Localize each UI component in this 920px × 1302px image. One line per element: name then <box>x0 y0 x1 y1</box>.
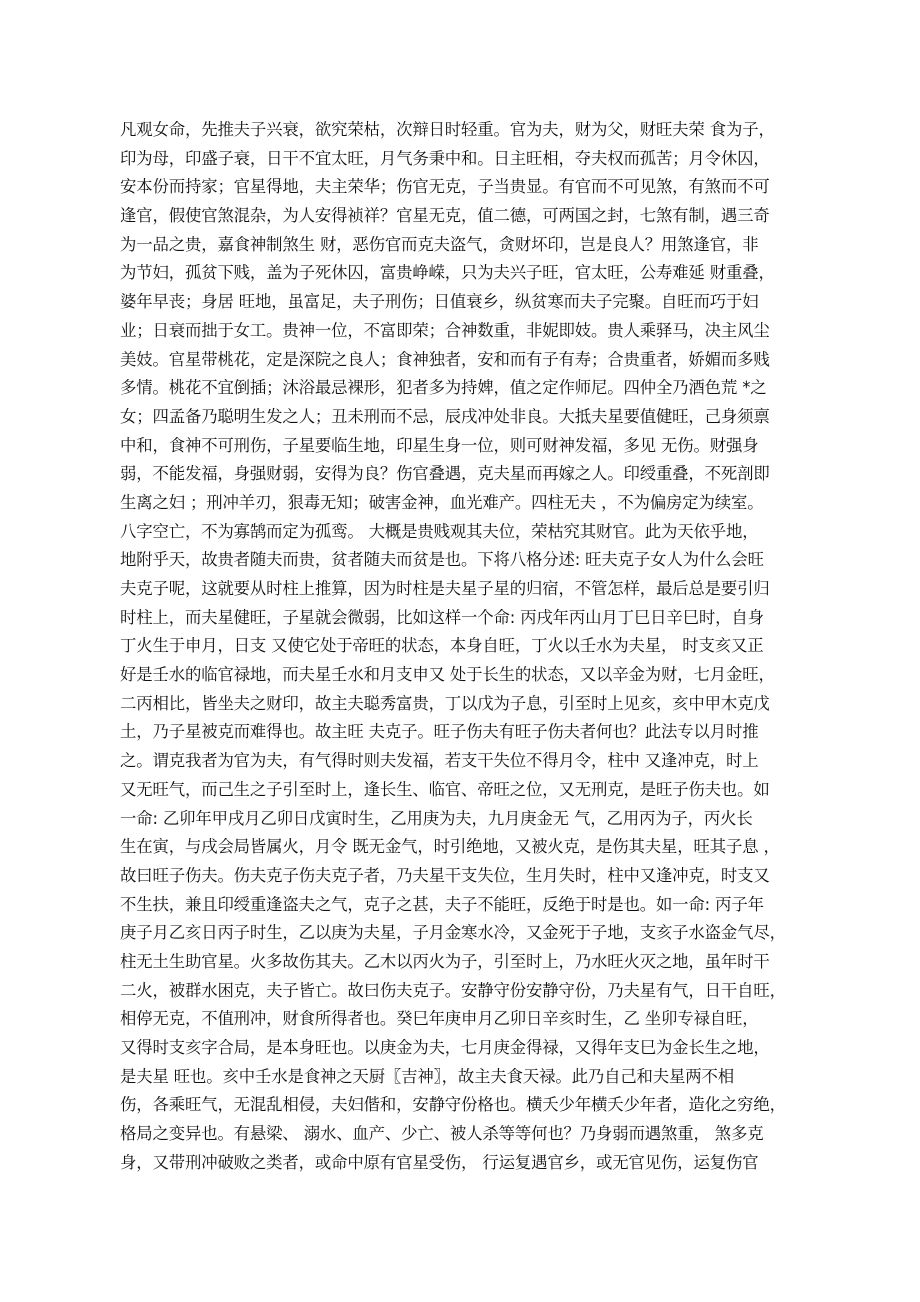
text-line: 格局之变异也。有悬梁、 溺水、血产、少亡、被人杀等等何也？乃身弱而遇煞重， 煞多克 <box>120 1124 764 1144</box>
text-line: 二火，被群水困克，夫子皆亡。故曰伤夫克子。安静守份安静守份，乃夫星有气，日干自旺， <box>120 980 786 1000</box>
text-line: 时柱上，而夫星健旺，子星就会微弱，比如这样一个命: 丙戌年丙山月丁巳日辛巳时，自身 <box>120 607 764 627</box>
text-line: 相停无克，不值刑冲，财食所得者也。癸巳年庚申月乙卯日辛亥时生，乙 坐卯专禄自旺， <box>120 1009 759 1029</box>
text-line: 弱，不能发福，身强财弱，安得为良？伤官叠遇，克夫星而再嫁之人。印绶重叠，不死剖即 <box>120 464 770 484</box>
text-line: 安本份而持家；官星得地，夫主荣华；伤官无克，子当贵显。有官而不可见煞，有煞而不可 <box>120 177 770 197</box>
text-line: 故曰旺子伤夫。伤夫克子伤夫克子者，乃夫星干支失位，生月失时，柱中又逢冲克，时支又 <box>120 865 770 885</box>
text-line: 二丙相比，皆坐夫之财印，故主夫聪秀富贵，丁以戊为子息，引至时上见亥，亥中甲木克戊 <box>120 693 770 713</box>
text-line: 女；四孟备乃聪明生发之人；丑未刑而不忌，辰戌冲处非良。大抵夫星要值健旺，己身须禀 <box>120 406 770 426</box>
text-line: 夫克子呢，这就要从时柱上推算，因为时柱是夫星子星的归宿，不管怎样，最后总是要引归 <box>120 579 770 598</box>
text-line: 丁火生于申月，日支 又使它处于帝旺的状态，本身自旺，丁火以壬水为夫星， 时支亥又正 <box>120 636 764 656</box>
body-text <box>120 116 810 1177</box>
text-line: 柱无土生助官星。火多故伤其夫。乙木以丙火为子，引至时上，乃水旺火灭之地，虽年时干 <box>120 951 770 971</box>
text-line: 业；日衰而拙于女工。贵神一位，不富即荣；合神数重，非妮即妓。贵人乘驿马，决主风尘 <box>120 320 770 340</box>
text-line: 地附乎天，故贵者随夫而贵，贫者随夫而贫是也。下将八格分述: 旺夫克子女人为什么会旺 <box>120 550 764 570</box>
text-line: 印为母，印盛子衰，日干不宜太旺，月气务秉中和。日主旺相，夺夫权而孤苦；月令休囚， <box>120 148 770 168</box>
text-line: 身，又带刑冲破败之类者，或命中原有官星受伤， 行运复遇官乡，或无官见伤，运复伤官 <box>120 1152 759 1172</box>
text-line: 一命: 乙卯年甲戌月乙卯日戊寅时生，乙用庚为夫，九月庚金无 气，乙用丙为子，丙火长 <box>120 808 753 828</box>
text-line: 中和，食神不可刑伤，子星要临生地，印星生身一位，则可财神发福，多见 无伤。财强身 <box>120 435 759 455</box>
text-line: 庚子月乙亥日丙子时生，乙以庚为夫星，子月金寒水冷，又金死于子地，支亥子水盗金气尽， <box>120 923 786 943</box>
text-line: 婆年早丧；身居 旺地，虽富足，夫子刑伤；日值衰乡，纵贫寒而夫子完聚。自旺而巧于妇 <box>120 292 759 312</box>
text-line: 又无旺气，而己生之子引至时上，逢长生、临官、帝旺之位，又无刑克，是旺子伤夫也。如 <box>120 779 770 799</box>
text-line: 又得时支亥字合局，是本身旺也。以庚金为夫，七月庚金得禄，又得年支巳为金长生之地， <box>120 1038 770 1057</box>
text-line: 伤，各乘旺气，无混乱相侵，夫妇偕和，安静守份格也。横夭少年横夭少年者，造化之穷绝， <box>120 1095 786 1115</box>
text-line: 好是壬水的临官禄地，而夫星壬水和月支申又 处于长生的状态，又以辛金为财，七月金旺， <box>120 665 775 685</box>
text-line: 八字空亡，不为寡鹄而定为孤鸾。 大概是贵贱观其夫位，荣枯究其财官。此为天依乎地， <box>120 521 759 541</box>
text-line: 凡观女命，先推夫子兴衰，欲究荣枯，次辩日时轻重。官为夫，财为父，财旺夫荣 食为子， <box>120 120 775 139</box>
text-line: 是夫星 旺也。亥中壬水是食神之天厨〖吉神〗，故主夫食天禄。此乃自己和夫星两不相 <box>120 1066 735 1086</box>
text-line: 生在寅，与戌会局皆属火，月令 既无金气，时引绝地，又被火克，是伤其夫星，旺其子息 ， <box>120 837 780 857</box>
text-line: 之。谓克我者为官为夫，有气得时则夫发福，若支干失位不得月令，柱中 又逢冲克，时上 <box>120 751 759 771</box>
text-line: 生离之妇 ；刑冲羊刃，狠毒无知；破害金神，血光难产。四柱无夫 ，不为偏房定为续室。 <box>120 492 764 512</box>
text-line: 美妓。官星带桃花，定是深院之良人；食神独者，安和而有子有寿；合贵重者，娇媚而多贱 <box>120 349 770 369</box>
text-line: 为节妇，孤贫下贱，盖为子死休囚，富贵峥嵘，只为夫兴子旺，官太旺，公寿难延 财重叠， <box>120 263 775 283</box>
text-line: 多情。桃花不宜倒插；沐浴最忌裸形，犯者多为持婢，值之定作师尼。四仲全乃酒色荒 *之 <box>120 378 767 398</box>
text-line: 土，乃子星被克而难得也。故主旺 夫克子。旺子伤夫有旺子伤夫者何也？此法专以月时推 <box>120 722 759 742</box>
text-line: 不生扶，兼且印绶重逢盗夫之气，克子之甚，夫子不能旺，反绝于时是也。如一命: 丙子年 <box>120 894 764 914</box>
text-line: 为一品之贵，嘉食神制煞生 财，恶伤官而克夫盗气，贪财坏印，岂是良人？用煞逢官，非 <box>120 234 759 254</box>
text-line: 逢官，假使官煞混杂，为人安得祯祥？官星无克，值二德，可两国之封，七煞有制，遇三奇 <box>120 206 770 226</box>
